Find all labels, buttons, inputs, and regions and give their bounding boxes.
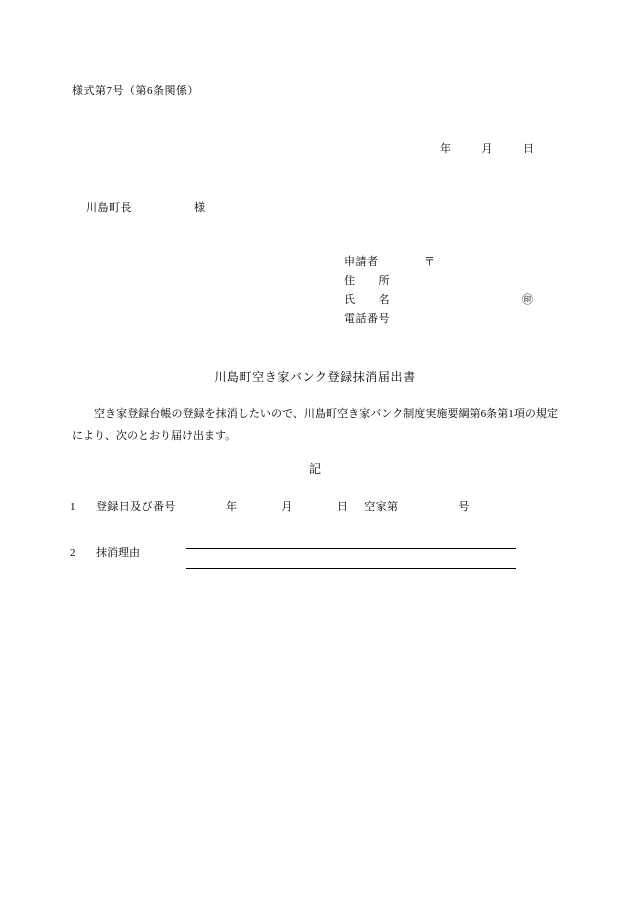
item-number: 2 xyxy=(70,547,76,559)
body-text: 空き家登録台帳の登録を抹消したいので、川島町空き家バンク制度実施要綱第6条第1項の規定により、次のとおり届け出ます。 xyxy=(72,408,558,442)
postal-mark: 〒 xyxy=(424,256,435,268)
item-registration-date xyxy=(70,498,470,514)
item-label: 抹消理由 xyxy=(96,547,140,559)
item-register-label: 空家第 xyxy=(364,501,399,513)
addressee-name: 川島町長 xyxy=(86,202,132,214)
item-number: 1 xyxy=(70,501,76,513)
body-paragraph xyxy=(72,403,558,447)
phone-label: 電話番号 xyxy=(344,313,390,325)
applicant-row xyxy=(344,272,390,291)
applicant-block xyxy=(344,253,533,329)
write-in-line xyxy=(186,548,516,549)
applicant-row xyxy=(344,291,533,310)
date-month-label: 月 xyxy=(481,143,493,155)
ki-marker: 記 xyxy=(308,462,321,476)
addressee-honorific: 様 xyxy=(194,202,206,214)
write-in-line xyxy=(186,568,516,569)
date-line xyxy=(440,140,535,156)
write-in-lines xyxy=(186,548,516,588)
form-number: 様式第7号（第6条関係） xyxy=(72,85,199,97)
name-label: 氏 名 xyxy=(344,294,390,306)
item-month-label: 月 xyxy=(281,501,293,513)
item-label: 登録日及び番号 xyxy=(96,501,176,513)
document-title: 川島町空き家バンク登録抹消届出書 xyxy=(214,370,416,384)
seal-icon: ㊞ xyxy=(522,294,533,306)
item-year-label: 年 xyxy=(226,501,238,513)
date-year-label: 年 xyxy=(440,143,452,155)
applicant-label: 申請者 xyxy=(344,256,379,268)
item-register-suffix: 号 xyxy=(458,501,470,513)
item-cancel-reason xyxy=(70,544,204,560)
address-label: 住 所 xyxy=(344,275,390,287)
addressee xyxy=(86,199,206,215)
applicant-row xyxy=(344,253,435,272)
item-day-label: 日 xyxy=(336,501,349,513)
date-day-label: 日 xyxy=(523,143,535,155)
applicant-row xyxy=(344,310,390,329)
